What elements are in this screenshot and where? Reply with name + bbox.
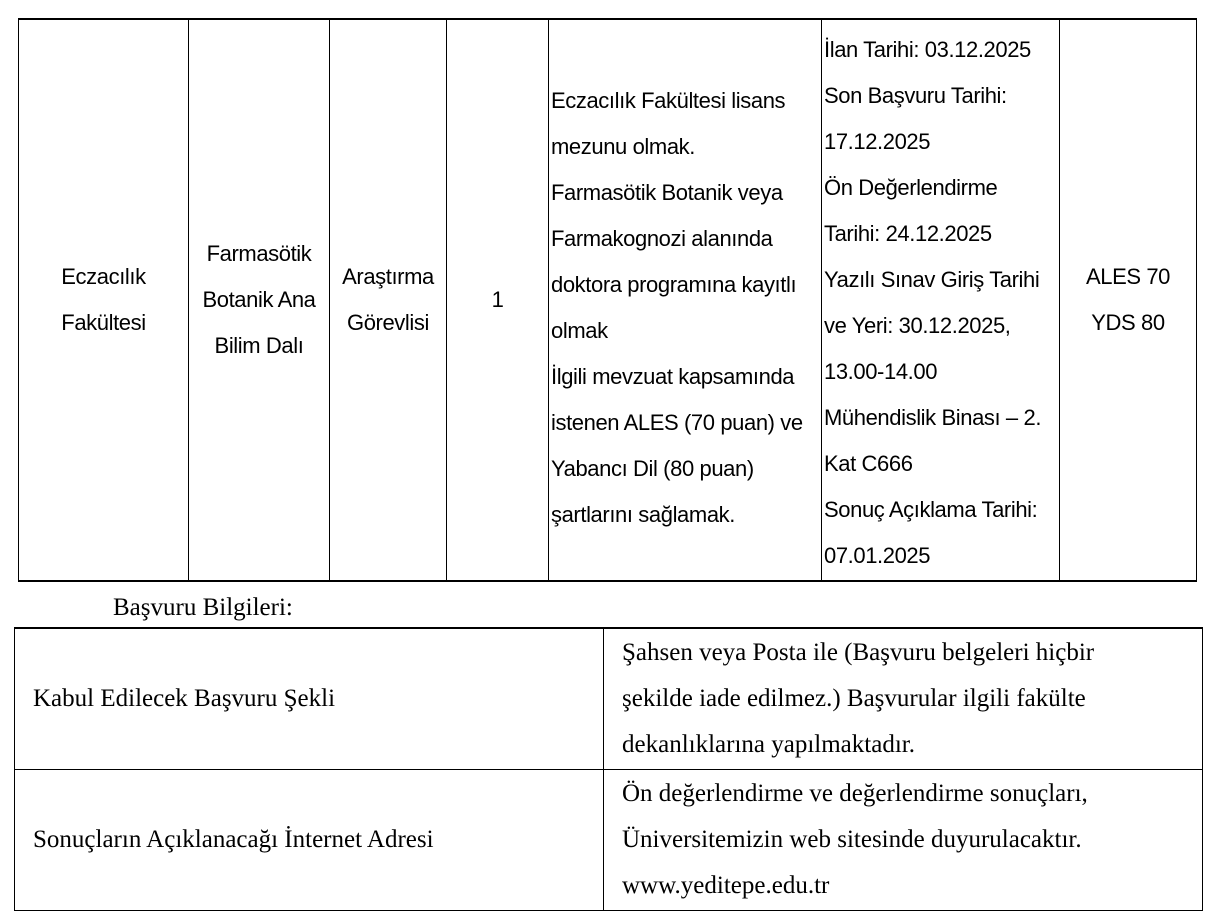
info-value (604, 769, 1203, 910)
score-line: YDS 80 (1091, 310, 1165, 335)
requirement-line: olmak (551, 318, 608, 343)
scores-cell (1060, 19, 1197, 581)
date-line: Yazılı Sınav Giriş Tarihi (824, 267, 1040, 292)
dates-cell (822, 19, 1060, 581)
requirement-line: Farmasötik Botanik veya (551, 180, 783, 205)
requirement-line: Eczacılık Fakültesi lisans (551, 88, 786, 113)
requirement-line: doktora programına kayıtlı (551, 272, 797, 297)
date-line: Mühendislik Binası – 2. (824, 405, 1042, 430)
department-line: Bilim Dalı (214, 333, 304, 358)
faculty-line: Fakültesi (61, 310, 146, 335)
info-label: Sonuçların Açıklanacağı İnternet Adresi (15, 769, 604, 910)
faculty-cell (19, 19, 189, 581)
date-line: İlan Tarihi: 03.12.2025 (824, 37, 1031, 62)
requirement-line: mezunu olmak. (551, 134, 695, 159)
requirement-line: şartlarını sağlamak. (551, 502, 735, 527)
date-line: Son Başvuru Tarihi: (824, 83, 1007, 108)
date-line: Sonuç Açıklama Tarihi: (824, 497, 1038, 522)
date-line: Kat C666 (824, 451, 913, 476)
faculty-line: Eczacılık (61, 264, 146, 289)
requirements-cell (549, 19, 822, 581)
info-value-line: Üniversitemizin web sitesinde duyurulacaktır. (622, 825, 1082, 853)
date-line: ve Yeri: 30.12.2025, (824, 313, 1011, 338)
department-cell (189, 19, 330, 581)
position-title-line: Görevlisi (347, 310, 429, 335)
section-caption: Başvuru Bilgileri: (113, 594, 293, 621)
info-value-line: Şahsen veya Posta ile (Başvuru belgeleri hiçbir (622, 638, 1095, 666)
info-label: Kabul Edilecek Başvuru Şekli (15, 628, 604, 769)
department-line: Farmasötik (206, 241, 312, 266)
department-line: Botanik Ana (202, 287, 316, 312)
requirement-line: Yabancı Dil (80 puan) (551, 456, 754, 481)
info-value-line: dekanlıklarına yapılmaktadır. (622, 730, 915, 758)
results-website-link[interactable]: www.yeditepe.edu.tr (622, 871, 830, 899)
info-value-line: Ön değerlendirme ve değerlendirme sonuçları, (622, 779, 1088, 807)
position-row (19, 19, 1197, 581)
info-row-application-method (15, 628, 1203, 769)
position-count-cell: 1 (447, 19, 549, 581)
requirement-line: istenen ALES (70 puan) ve (551, 410, 803, 435)
score-line: ALES 70 (1085, 264, 1171, 289)
position-title-cell (330, 19, 447, 581)
date-line: 17.12.2025 (824, 129, 931, 154)
position-table (18, 18, 1197, 582)
date-line: Tarihi: 24.12.2025 (824, 221, 992, 246)
date-line: 13.00-14.00 (824, 359, 938, 384)
application-info-table (14, 627, 1203, 911)
requirement-line: Farmakognozi alanında (551, 226, 773, 251)
info-value (604, 628, 1203, 769)
info-value-line: şekilde iade edilmez.) Başvurular ilgili fakülte (622, 684, 1086, 712)
info-row-results-website (15, 769, 1203, 910)
position-title-line: Araştırma (342, 264, 434, 289)
date-line: Ön Değerlendirme (824, 175, 998, 200)
date-line: 07.01.2025 (824, 543, 931, 568)
requirement-line: İlgili mevzuat kapsamında (551, 364, 795, 389)
